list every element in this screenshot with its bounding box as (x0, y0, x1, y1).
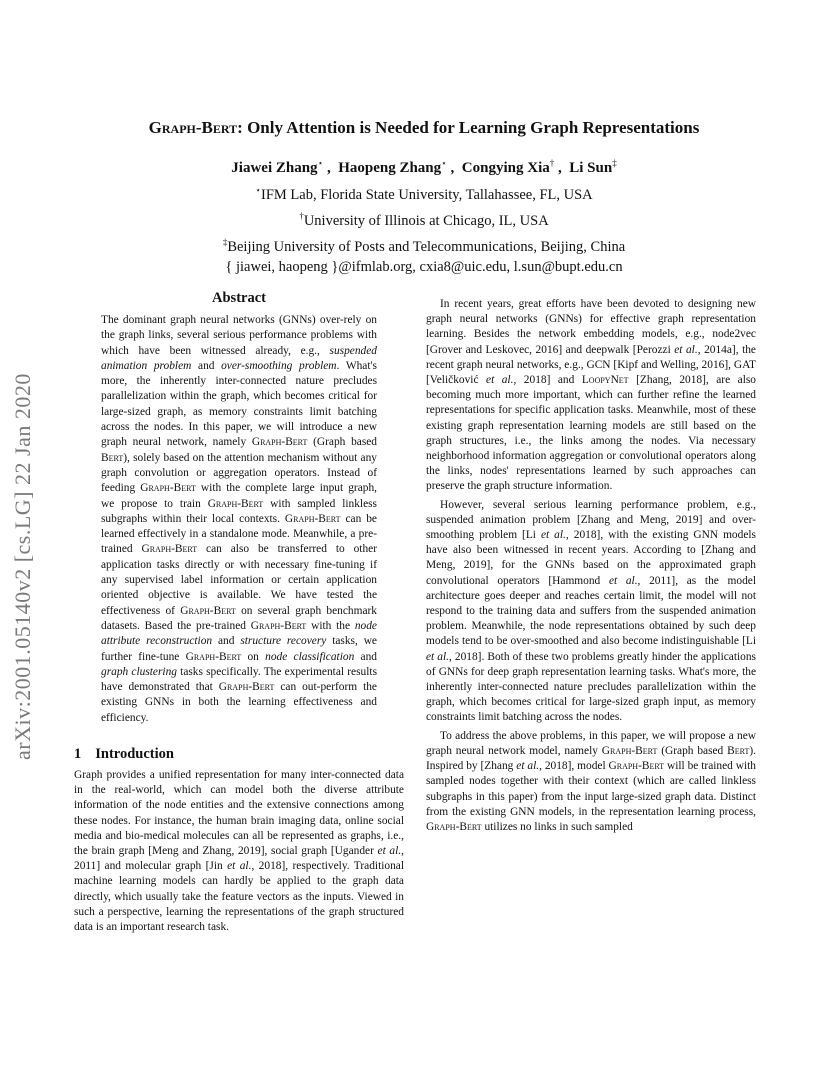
model-name: Graph-Bert (251, 436, 308, 449)
abstract-span: on several graph benchmark datasets. Based the pre-trained (101, 604, 377, 632)
intro-paragraph-2 (426, 297, 756, 495)
author-mark: ‡ (612, 158, 617, 168)
model-name: Graph-Bert (180, 604, 236, 617)
model-name: Graph-Bert (218, 681, 275, 694)
abstract-emphasis: graph clustering (101, 665, 177, 678)
paragraph-span: Graph provides a unified representation for many inter-connected data in the real-world, which can model both the diverse attribute information of the node entities and the extensive connections among these nodes. For instance, the human brain imaging data, online social media and bio-medical molecules can all be represented as graphs, i.e., the brain graph [Meng and Zhang, 2019], social graph [Ugander (74, 769, 404, 858)
model-name: Graph-Bert (140, 482, 196, 495)
abstract-emphasis: suspended animation problem (101, 344, 377, 372)
author-name: Jiawei Zhang (231, 160, 318, 176)
section-title: Introduction (95, 746, 174, 763)
abstract-span: . What's more, the inherently inter-connected nature precludes parallelization within the graph, which becomes critical for large-sized graph, as memory constraints limit batching across the nodes. In this paper, we will introduce a new graph neural network, namely (101, 359, 377, 449)
intro-paragraph-1 (74, 768, 404, 935)
author-mark: ⋆ (441, 158, 447, 168)
affiliation-mark: ⋆ (255, 185, 261, 195)
paragraph-span: , 2011] and molecular graph [Jin (74, 845, 404, 873)
abstract-span: and (191, 359, 222, 372)
model-name: LoopyNet (581, 374, 629, 387)
paragraph-span: , 2011], as the model architecture goes deeper and reaches certain limit, the model will not respond to the training data and suffers from the suspended animation problem. Meanwhile, the node representations obtained by such deep models tend to be over-smoothed and also become indistinguishable [Li (426, 574, 756, 648)
author-emails: { jiawei, haopeng }@ifmlab.org, cxia8@uic.edu, l.sun@bupt.edu.cn (225, 259, 623, 276)
abstract-span: tasks specifically. The experimental results have demonstrated that (101, 665, 377, 694)
affiliation-line (60, 180, 788, 206)
paragraph-span: , 2018], with the existing GNN models have also been witnessed in recent years. According to [Zhang and Meng, 2019], for the GNNs based on the approximated graph convolutional operators [Hammond (426, 529, 756, 587)
right-column (426, 294, 756, 835)
citation-etal: et al. (377, 845, 402, 858)
paragraph-span: However, several serious learning performance problem, e.g., suspended animation problem [Zhang and Meng, 2019] and over-smoothing problem [Li (426, 498, 756, 542)
paragraph-span: (Graph based (657, 744, 728, 757)
paragraph-span: , 2014a], the recent graph neural networks, e.g., GCN [Kipf and Welling, 2016], GAT [Veličković (426, 343, 756, 387)
paragraph-span: ). Inspired by [Zhang (426, 744, 756, 773)
author-name: Li Sun (569, 160, 613, 176)
author-name: Congying Xia (461, 160, 550, 176)
paragraph-span: will be trained with sampled nodes together with their context (which are called linkless subgraphs in this paper) from the input large-sized graph data. Distinct from the existing GNN models, in the representation learning process, (426, 760, 756, 818)
model-name: Graph-Bert (185, 650, 242, 663)
intro-paragraph-4 (426, 729, 756, 835)
affiliation-text: IFM Lab, Florida State University, Tallahassee, FL, USA (261, 186, 593, 203)
abstract-emphasis: node attribute reconstruction (101, 619, 377, 648)
abstract-span: ), solely based on the attention mechanism without any graph convolution or aggregation operators. Instead of feeding (101, 451, 377, 495)
abstract-span: with sampled linkless subgraphs within their local contexts. (101, 497, 377, 525)
model-name: Graph-Bert (601, 744, 658, 757)
paragraph-span: , 2018], respectively. Traditional machine learning models can hardly be applied to the graph data directly, which usually take the feature vectors as the inputs. Viewed in such a perspective, learning the representations of the graph structured data is an important research task. (74, 860, 405, 934)
citation-etal: et al. (426, 650, 449, 663)
abstract-span: with the (306, 619, 355, 632)
abstract-span: (Graph based (307, 436, 377, 449)
paragraph-span: utilizes no links in such sampled (481, 820, 633, 833)
affiliation-text: University of Illinois at Chicago, IL, USA (303, 212, 549, 229)
abstract-span: with the complete large input graph, we propose to train (101, 482, 377, 510)
abstract-emphasis: over-smoothing problem (221, 359, 337, 372)
model-name: Graph-Bert (207, 497, 264, 510)
author-mark: ⋆ (317, 158, 324, 168)
author-mark: † (549, 158, 555, 168)
abstract-span: can also be transferred to other application tasks directly or with necessary fine-tuning if any supervised label information or certain application oriented objective is available. We have tested the effectiveness of (101, 543, 377, 617)
abstract-emphasis: node classification (265, 650, 355, 663)
author-list: Jiawei Zhang⋆ , Haopeng Zhang⋆ , Congying Xia† , Li Sun‡ (231, 158, 617, 176)
section-heading (74, 746, 404, 763)
title-model-name: Graph-Bert (148, 118, 238, 137)
abstract-span: on (241, 650, 266, 663)
intro-paragraph-3 (426, 498, 756, 726)
abstract-span: tasks, we further fine-tune (101, 635, 377, 663)
abstract-heading: Abstract (212, 290, 266, 306)
paragraph-span: [Zhang, 2018], are also becoming much more important, which can further refine the learned representations for specific application tasks. Meanwhile, most of these existing graph representation learning models are still based on the graph structures, i.e., the links among the nodes. Via necessary neighborhood information aggregation or convolutional operators along the links, nodes' representations learned by such approaches can preserve the graph structure information. (426, 374, 756, 493)
paragraph-span: In recent years, great efforts have been devoted to designing new graph neural networks (GNNs) for effective graph representation learning. Besides the network embedding models, e.g., node2vec [Grover and Leskovec, 2016] and deepwalk [Perozzi (426, 298, 756, 356)
abstract-span: and (354, 650, 377, 663)
paper-title (60, 118, 788, 138)
abstract-emphasis: structure recovery (240, 635, 327, 648)
affiliation-mark: † (299, 210, 304, 221)
title-rest: : Only Attention is Needed for Learning Graph Representations (237, 118, 700, 137)
affiliation-line (60, 232, 788, 258)
model-name: Bert (727, 744, 750, 757)
paper-header (60, 118, 788, 278)
citation-etal: et al. (227, 860, 252, 873)
affiliation-mark: ‡ (222, 236, 228, 247)
model-name: Graph-Bert (426, 820, 482, 833)
affiliation-line (60, 206, 788, 232)
paragraph-span: , 2018]. Both of these two problems greatly hinder the applications of GNNs for deep graph representation learning tasks. What's more, the inherently inter-connected nature precludes parallelization within the graph, which becomes critical for large-sized graph input, as memory constraints limit batching across the nodes. (426, 650, 756, 724)
section-number: 1 (74, 746, 82, 763)
model-name: Graph-Bert (141, 543, 198, 556)
abstract-text (101, 313, 377, 726)
citation-etal: et al. (486, 374, 514, 387)
citation-etal: et al. (674, 343, 698, 356)
citation-etal: et al. (608, 574, 638, 587)
abstract-span: The dominant graph neural networks (GNNs) over-rely on the graph links, several serious performance problems with which have been witnessed already, e.g., (101, 314, 377, 357)
affiliations (60, 180, 788, 278)
paragraph-span: , 2018] and (513, 374, 582, 387)
author-name: Haopeng Zhang (338, 160, 442, 176)
paragraph-span: , 2018], model (539, 760, 609, 773)
left-column (74, 290, 404, 935)
abstract-span: can out-perform the existing GNNs in both the learning effectiveness and efficiency. (101, 681, 377, 724)
model-name: Bert (101, 451, 124, 464)
model-name: Graph-Bert (608, 760, 665, 773)
arxiv-identifier: arXiv:2001.05140v2 [cs.LG] 22 Jan 2020 (10, 373, 35, 760)
model-name: Graph-Bert (250, 619, 307, 632)
citation-etal: et al. (516, 760, 540, 773)
abstract-span: can be learned effectively in a standalone mode. Meanwhile, a pre-trained (101, 512, 377, 556)
model-name: Graph-Bert (284, 512, 341, 525)
citation-etal: et al. (540, 529, 566, 542)
abstract-span: and (212, 635, 241, 648)
paragraph-span: To address the above problems, in this paper, we will propose a new graph neural network model, namely (426, 729, 756, 757)
affiliation-text: Beijing University of Posts and Telecommunications, Beijing, China (227, 238, 626, 255)
